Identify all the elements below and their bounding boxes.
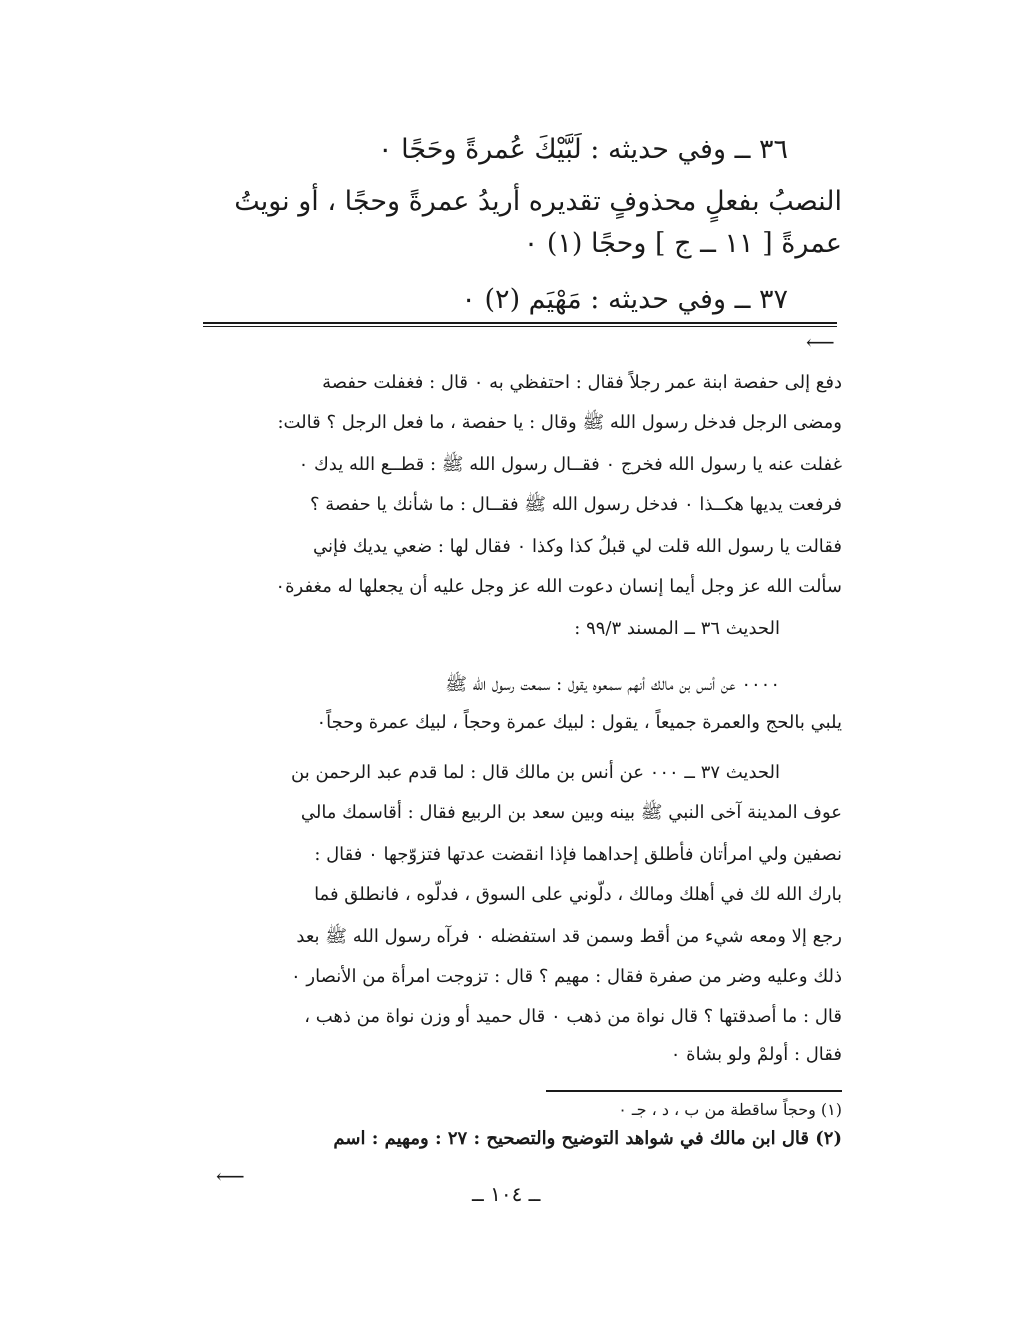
- commentary-line-6: سألت الله عز وجل أيما إنسان دعوت الله عز وجل عليه أن يجعلها له مغفرة٠: [275, 576, 842, 597]
- continuation-arrow-icon: ⟵: [806, 330, 835, 354]
- main-text-line-4: ٣٧ ــ وفي حديثه : مَهْيَم (٢) ٠: [461, 284, 788, 315]
- commentary-line-1: دفع إلى حفصة ابنة عمر رجلاً فقال : احتفظي به ٠ قال : فغفلت حفصة: [322, 372, 842, 393]
- commentary-line-3: غفلت عنه يا رسول الله فخرج ٠ فقــال رسول الله ﷺ : قطــع الله يدك ٠: [298, 454, 842, 475]
- commentary-line-8: ٠٠٠٠ عن أنس بن مالك أنهم سمعوه يقول : سمعت رسول الله ﷺ: [445, 674, 780, 695]
- commentary-line-7: الحديث ٣٦ ــ المسند ٩٩/٣ :: [574, 618, 780, 639]
- separator-rule: [203, 322, 837, 324]
- main-text-line-1: ٣٦ ــ وفي حديثه : لَبَّيْكَ عُمرةً وحَجًا ٠: [378, 134, 788, 165]
- commentary-line-14: رجع إلا ومعه شيء من أقط وسمن قد استفضله ٠ فرآه رسول الله ﷺ بعد: [296, 926, 842, 947]
- commentary-line-16: قال : ما أصدقتها ؟ قال نواة من ذهب ٠ قال حميد أو وزن نواة من ذهب ،: [304, 1006, 842, 1027]
- continuation-arrow-icon: ⟵: [216, 1164, 245, 1188]
- separator-rule-thin: [203, 326, 837, 327]
- main-text-line-2: النصبُ بفعلٍ محذوفٍ تقديره أريدُ عمرةً وحجًا ، أو نويتُ: [234, 186, 842, 217]
- commentary-line-5: فقالت يا رسول الله قلت لي قبلُ كذا وكذا ٠ فقال لها : ضعي يديك فإني: [312, 536, 842, 557]
- footnote-separator: [546, 1090, 842, 1092]
- footnote-1: (١) وحجاً ساقطة من ب ، د ، جـ ٠: [618, 1100, 842, 1119]
- commentary-line-10: الحديث ٣٧ ــ ٠٠٠ عن أنس بن مالك قال : لما قدم عبد الرحمن بن: [291, 762, 780, 783]
- commentary-line-15: ذلك وعليه وضر من صفرة فقال : مهيم ؟ قال : تزوجت امرأة من الأنصار ٠: [291, 966, 842, 987]
- footnote-2: (٢) قال ابن مالك في شواهد التوضيح والتصحيح : ٢٧ : ومهيم : اسم: [333, 1128, 842, 1149]
- page-number: ــ ١٠٤ ــ: [472, 1182, 541, 1206]
- commentary-line-13: بارك الله لك في أهلك ومالك ، دلّوني على السوق ، فدلّوه ، فانطلق فما: [314, 884, 842, 905]
- commentary-line-11: عوف المدينة آخى النبي ﷺ بينه وبين سعد بن الربيع فقال : أقاسمك مالي: [300, 802, 842, 823]
- main-text-line-3: عمرةً [ ١١ ــ ج ] وحجًا (١) ٠: [523, 228, 842, 259]
- commentary-line-12: نصفين ولي امرأتان فأطلق إحداهما فإذا انقضت عدتها فتزوّجها ٠ فقال :: [314, 844, 842, 865]
- commentary-line-2: ومضى الرجل فدخل رسول الله ﷺ وقال : يا حفصة ، ما فعل الرجل ؟ قالت:: [277, 412, 842, 433]
- commentary-line-4: فرفعت يديها هكــذا ٠ فدخل رسول الله ﷺ فقــال : ما شأنك يا حفصة ؟: [309, 494, 842, 515]
- commentary-line-9: يلبي بالحج والعمرة جميعاً ، يقول : لبيك عمرة وحجاً ، لبيك عمرة وحجاً٠: [316, 712, 842, 733]
- commentary-line-17: فقال : أولمْ ولو بشاة ٠: [670, 1044, 842, 1065]
